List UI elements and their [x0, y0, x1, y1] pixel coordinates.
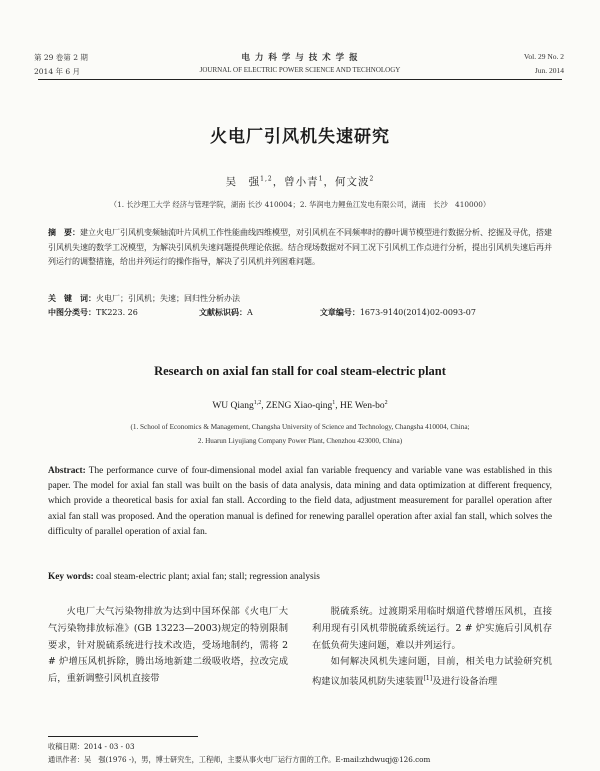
affiliation-en-2: 2. Huarun Liyujiang Company Power Plant, Chenzhou 423000, China) — [197, 437, 403, 445]
body-right-p2 — [312, 654, 552, 691]
author-1: 吴 强 — [225, 176, 261, 188]
affiliation-en-1: (1. School of Economics & Management, Changsha University of Science and Technology, Changsha 410004, China; — [130, 423, 470, 431]
keywords-cn — [48, 292, 552, 307]
keywords-cn-text: 火电厂；引风机；失速；回归性分析办法 — [96, 294, 240, 303]
page-title: 火电厂引风机失速研究 — [210, 127, 390, 147]
abstract-cn-text: 建立火电厂引风机变频轴流叶片风机工作性能曲线四维模型，对引风机在不同频率时的静叶调节模型进行数据分析、挖掘及寻优，搭建引风机失速的数学工况模型，为解决引风机失速问题提供理论依据。结合现场数据对不同工况下引风机工作点进行分析，提出引风机失速后再并列运行的调整措施，给出并列运行的操作指导，解决了引风机并列困难问题。 — [48, 228, 552, 266]
english-title: Research on axial fan stall for coal steam-electric plant — [154, 364, 446, 378]
abstract-en-text: The performance curve of four-dimensional model axial fan variable frequency and variable vane was established in this paper. The model for axial fan stall was built on the basis of data analysis, data mining and data optimization at different frequency, which provide a theoretical basis for axial fan stall. According to the field data, adjustment measurement for parallel operation after axial fan stall was proposed. And the operation manual is defined for renewing parallel operation after axial fan stall, which solves the difficulty of parallel operation of axial fan. — [48, 466, 552, 537]
body-right-p2-end: 及进行设备治理 — [432, 676, 498, 688]
author-en-1-affil: 1,2 — [253, 400, 262, 406]
journal-title-en: JOURNAL OF ELECTRIC POWER SCIENCE AND TECHNOLOGY — [199, 66, 401, 74]
author-2: ，曾小青 — [272, 176, 319, 188]
classification-line — [48, 306, 568, 321]
authors-en — [0, 400, 600, 411]
received-date: 收稿日期：2014 - 03 - 03 — [48, 742, 135, 751]
keywords-en-text: coal steam-electric plant; axial fan; stall; regression analysis — [93, 572, 320, 582]
body-right-p1: 脱硫系统。过渡期采用临时烟道代替增压风机，直接利用现有引风机带脱硫系统运行。2 # 炉实施后引风机存在低负荷失速问题，难以并列运行。 — [312, 606, 552, 651]
footnote-rule — [48, 736, 198, 737]
keywords-en — [48, 572, 552, 582]
author-3-affil: 2 — [369, 175, 375, 183]
footnote — [48, 740, 558, 766]
author-en-3: , HE Wen-bo — [335, 401, 385, 412]
doc-code-value: A — [246, 308, 253, 317]
author-1-affil: 1,2 — [260, 175, 273, 183]
clc-label: 中图分类号： — [48, 308, 96, 317]
header-volume: 第 29 卷第 2 期 — [34, 53, 88, 62]
authors-cn — [0, 174, 600, 189]
header-vol-en: Vol. 29 No. 2 — [523, 52, 564, 61]
article-no-value: 1673-9140(2014)02-0093-07 — [359, 308, 476, 317]
body-column-right — [312, 604, 552, 691]
header-month-en: Jun. 2014 — [534, 66, 564, 75]
body-right-p2-text: 如何解决风机失速问题，目前，相关电力试验研究机构建议加装风机防失速装置 — [312, 656, 552, 688]
abstract-en — [48, 464, 552, 540]
author-en-3-affil: 2 — [384, 400, 388, 406]
author-3: ，何文波 — [323, 176, 370, 188]
journal-title-cn: 电 力 科 学 与 技 术 学 报 — [241, 53, 359, 63]
clc-value: TK223. 26 — [96, 308, 138, 317]
abstract-cn-label: 摘 要： — [48, 228, 80, 237]
abstract-en-label: Abstract: — [48, 466, 86, 476]
body-column-left — [48, 604, 288, 688]
author-en-2: , ZENG Xiao-qing — [261, 401, 333, 412]
keywords-cn-label: 关 键 词： — [48, 294, 96, 303]
citation-ref: [1] — [423, 675, 433, 683]
author-en-2-affil: 1 — [332, 400, 336, 406]
author-2-affil: 1 — [318, 175, 324, 183]
header-date: 2014 年 6 月 — [34, 67, 81, 76]
affiliation-cn: （1. 长沙理工大学 经济与管理学院，湖南 长沙 410004；2. 华润电力鲤鱼江发电有限公司，湖南 长沙 410000） — [109, 200, 491, 209]
author-en-1: WU Qiang — [212, 401, 254, 412]
corresponding-author: 通讯作者：吴 强(1976 -)，男，博士研究生，工程师，主要从事火电厂运行方面的工作。E-mail:zhdwuqj@126.com — [48, 755, 431, 764]
article-no-label: 文章编号： — [319, 308, 360, 317]
abstract-cn — [48, 226, 552, 270]
header-rule — [38, 79, 562, 80]
keywords-en-label: Key words: — [48, 572, 94, 582]
doc-code-label: 文献标识码： — [198, 308, 247, 317]
body-left-text: 火电厂大气污染物排放为达到中国环保部《火电厂大气污染物排放标准》(GB 13223—2003)规定的特别限制要求，针对脱硫系统进行技术改造，受场地制约，需将 2 # 炉增压风机拆除，腾出场地新建二级吸收塔，拉改完成后，重新调整引风机直接带 — [48, 606, 288, 685]
